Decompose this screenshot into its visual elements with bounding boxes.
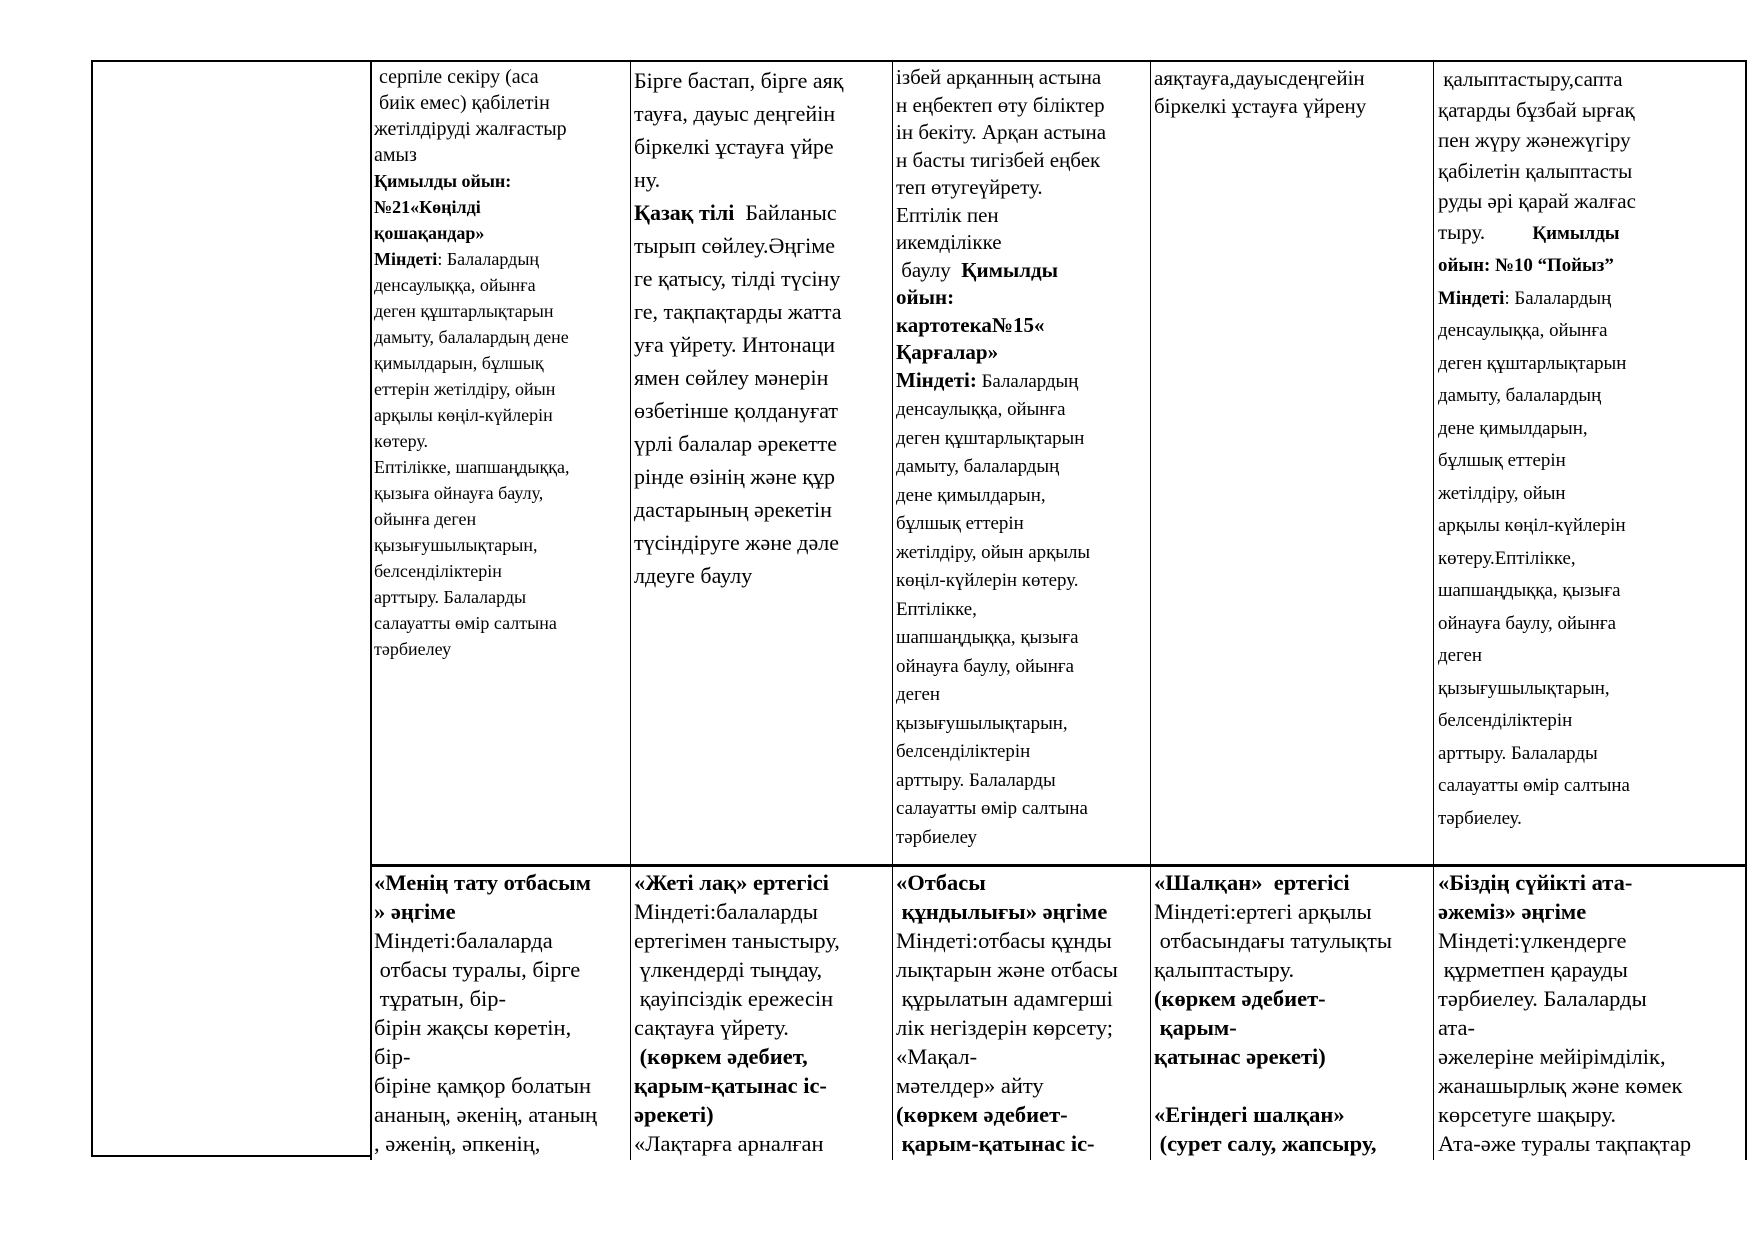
row1-col2-cell	[634, 64, 892, 870]
cell-text-segment: серпіле секіру (аса биік емес) қабілетін жетілдіруді жалғастыр амыз	[374, 66, 567, 166]
table-top-border	[91, 60, 1746, 62]
row2-col3-cell	[896, 868, 1150, 1158]
row1-col5-cell	[1438, 64, 1744, 870]
cell-text-segment: : Балалардың денсаулыққа, ойынға деген құштарлықтарын дамыту, балалардың дене қимылдарын, бұлшық еттерін жетілдіру, ойын арқылы көңіл-күйлерін көтеру.Ептілікке, шапшаңдыққа, қызыға ойнауға баулу, ойынға деген қызығушылықтарын, белсенділіктерін арттыру. Балаларды салауатты өмір салтына тәрбиелеу.	[1438, 287, 1630, 829]
cell-text-segment: Міндеті:ертегі арқылы отбасындағы татулықты қалыптастыру.	[1154, 899, 1392, 982]
row2-col4-cell	[1154, 868, 1434, 1158]
column-divider-4	[1150, 60, 1151, 1160]
table-right-border	[1745, 60, 1747, 1160]
cell-text-segment: қалыптастыру,сапта қатарды бұзбай ырғақ пен жүру жәнежүгіру қабілетін қалыптасты руды әрі қарай жалғас тыру.	[1438, 67, 1636, 244]
cell-text-segment: «Менің тату отбасым » әңгіме	[374, 870, 591, 924]
cell-text-segment: аяқтауға,дауысдеңгейін біркелкі ұстауға үйрену	[1154, 66, 1367, 118]
row1-col4-cell	[1154, 64, 1434, 870]
cell-text-segment: «Біздің сүйікті ата- әжеміз» әңгіме	[1438, 870, 1633, 924]
table-left-border	[91, 60, 93, 1157]
cell-text-segment: Қимылды ойын: №10 “Пойыз” Міндеті	[1438, 222, 1620, 309]
cell-text-segment: ізбей арқанның астына н еңбектеп өту біліктер ін бекіту. Арқан астына н басты тигізбей еңбек теп өтугеүйрету. Ептілік пен икемділікке баулу	[896, 65, 1107, 282]
cell-text-segment: Міндеті:отбасы құнды лықтарын және отбасы құрылатын адамгерші лік негіздерін көрсету; «Мақал- мәтелдер» айту	[896, 928, 1118, 1098]
table-bottom-border-left	[91, 1155, 371, 1157]
row2-col5-cell	[1438, 868, 1744, 1158]
row1-col3-cell	[896, 64, 1150, 870]
cell-text-segment: : Балалардың денсаулыққа, ойынға деген құштарлықтарын дамыту, балалардың дене қимылдарын, бұлшық еттерін жетілдіру, ойын арқылы көңіл-күйлерін көтеру. Ептілікке, шапшаңдыққа, қызыға ойнауға баулу, ойынға деген қызығушылықтарын, белсенділіктерін арттыру. Балаларды салауатты өмір салтына тәрбиелеу	[374, 249, 570, 659]
cell-text-segment: Міндеті:балаларды ертегімен таныстыру, үлкендерді тыңдау, қауіпсіздік ережесін сақтауға үйрету.	[634, 899, 840, 1040]
cell-text-segment: Міндеті:балаларда отбасы туралы, бірге тұратын, бір- бірін жақсы көретін, бір- біріне қамқор болатын ананың, әкенің, атаның , әженің, әпкенің,	[374, 928, 598, 1156]
column-divider-3	[892, 60, 893, 1160]
cell-text-segment: (көркем әдебиет, қарым-қатынас іс- әрекеті)	[634, 1044, 827, 1127]
cell-text-segment: Балалардың денсаулыққа, ойынға деген құштарлықтарын дамыту, балалардың дене қимылдарын, бұлшық еттерін жетілдіру, ойын арқылы көңіл-күйлерін көтеру. Ептілікке, шапшаңдыққа, қызыға ойнауға баулу, ойынға деген қызығушылықтарын, белсенділіктерін арттыру. Балаларды салауатты өмір салтына тәрбиелеу	[896, 370, 1091, 848]
cell-text-segment: Қимылды ойын: №21«Көңілді қошақандар» Міндеті	[374, 171, 512, 269]
cell-text-segment: «Жеті лақ» ертегісі	[634, 870, 829, 895]
row1-col1-cell	[374, 64, 630, 870]
row2-col2-cell	[634, 868, 892, 1158]
cell-text-segment: Қазақ тілі	[634, 200, 735, 225]
cell-text-segment: «Лақтарға арналған	[634, 1131, 824, 1156]
cell-text-segment: Міндеті:үлкендерге құрметпен қарауды тәрбиелеу. Балаларды ата- әжелеріне мейірімділік, жанашырлық және көмек көрсетуге шақыру. Ата-әже туралы тақпақтар	[1438, 928, 1692, 1156]
column-divider-1	[370, 60, 372, 1160]
cell-text-segment: «Отбасы құндылығы» әңгіме	[896, 870, 1108, 924]
cell-text-segment: (көркем әдебиет- қарым-қатынас іс-	[896, 1102, 1095, 1156]
cell-text-segment: Байланыс тырып сөйлеу.Әңгіме ге қатысу, тілді түсіну ге, тақпақтарды жатта уға үйрету. Интонаци ямен сөйлеу мәнерін өзбетінше қолдануғат үрлі балалар әрекетте рінде өзінің және құр дастарының әрекетін түсіндіруге және дәле лдеуге баулу	[634, 200, 842, 588]
cell-text-segment: (көркем әдебиет- қарым- қатынас әрекеті) «Егіндегі шалқан» (сурет салу, жапсыру,	[1154, 986, 1377, 1156]
row2-col1-cell	[374, 868, 630, 1158]
cell-text-segment: Бірге бастап, бірге аяқ тауға, дауыс деңгейін біркелкі ұстауға үйре ну.	[634, 68, 844, 192]
cell-text-segment: «Шалқан» ертегісі	[1154, 870, 1350, 895]
cell-text-segment: Қимылды ойын: картотека№15« Қарғалар» Міндеті:	[896, 257, 1059, 392]
column-divider-2	[630, 60, 631, 1160]
